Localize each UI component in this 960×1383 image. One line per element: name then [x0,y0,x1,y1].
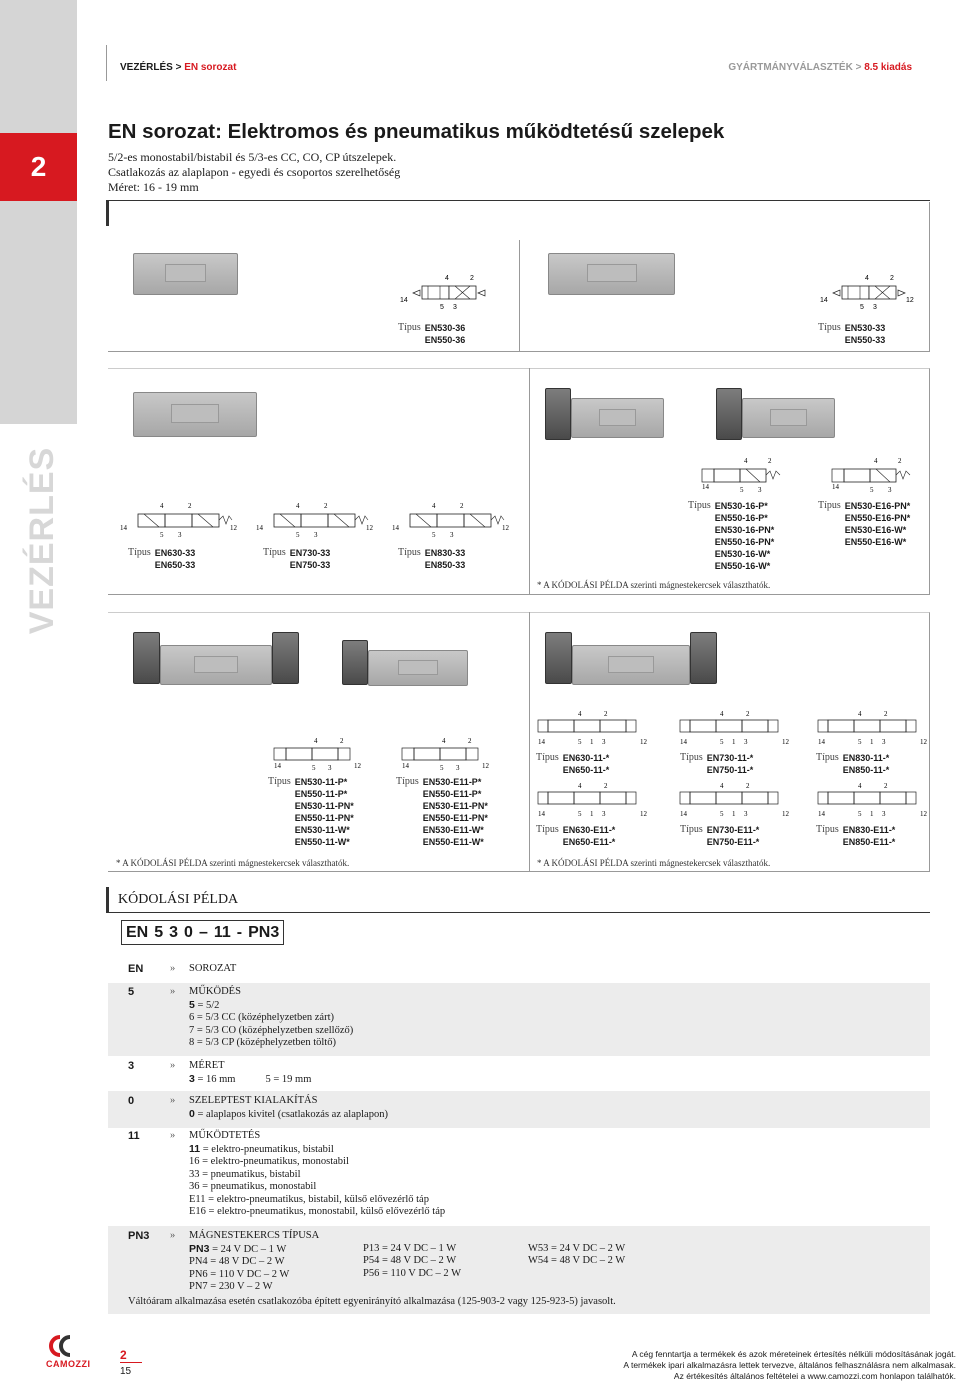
type-code: EN530-E11-W* [422,825,484,835]
port-label: 4 [578,710,582,718]
type-label: Típus [816,752,839,763]
type-list [680,752,753,776]
type-code: EN730-E11-* [706,825,760,835]
pneumatic-symbol-icon [256,500,378,538]
option-code: 0 [189,1107,195,1120]
type-code: EN550-11-PN* [294,813,354,823]
chevron-right-icon: » [170,1230,176,1241]
type-label: Típus [128,547,151,558]
coding-key: 11 [128,1130,140,1142]
option-text: 6 = 5/3 CC (középhelyzetben zárt) [189,1012,334,1023]
breadcrumb-current: EN sorozat [184,62,237,73]
port-label: 14 [274,762,281,770]
port-label: 2 [890,275,894,282]
catalog-label: GYÁRTMÁNYVÁLASZTÉK > [728,62,865,73]
option-text: 7 = 5/3 CO (középhelyzetben szellőző) [189,1024,354,1036]
disclaimer-line: A cég fenntartja a termékek és azok méreteinek értesítés nélküli módosításának jogát. [631,1349,956,1359]
type-code: EN850-33 [424,560,466,570]
type-label: Típus [818,500,841,511]
disclaimer-line: Az értékesítés általános feltételei a www.camozzi.com honlapon találhatók. [673,1371,956,1381]
port-label: 3 [758,486,762,493]
chapter-number: 2 [30,151,47,182]
code-separator: – [198,923,208,941]
type-label: Típus [816,824,839,835]
type-label: Típus [536,752,559,763]
option-text: P13 = 24 V DC – 1 W [363,1242,457,1254]
edition: 8.5 kiadás [864,62,912,73]
chevron-right-icon: » [170,986,176,997]
coding-title: SZELEPTEST KIALAKÍTÁS [189,1095,318,1106]
type-code: EN530-16-P* [714,501,768,511]
side-label-text: VEZÉRLÉS [23,446,62,634]
port-label: 5 [578,810,582,818]
port-label: 2 [460,502,464,510]
option-text: 8 = 5/3 CP (középhelyzetben töltő) [189,1037,336,1048]
code-size: 3 [169,923,179,941]
type-label: Típus [398,322,421,333]
port-label: 4 [445,275,449,282]
type-code: EN530-E16-W* [844,525,907,535]
type-code: EN530-36 [424,323,466,333]
port-label: 2 [768,457,772,465]
port-label: 12 [920,738,927,746]
type-code: EN550-E16-PN* [844,513,911,523]
type-code: EN530-E11-P* [422,777,482,787]
solenoid-symbol-icon [272,735,368,771]
option-text: PN7 = 230 V – 2 W [189,1281,273,1292]
side-section-label [18,445,68,635]
port-label: 3 [744,810,748,818]
coding-key: PN3 [128,1230,150,1242]
type-label: Típus [263,547,286,558]
port-label: 4 [578,782,582,790]
valve-photo-pneumatic [548,253,675,295]
port-label: 3 [314,531,318,538]
code-actuation: 11 [213,923,231,941]
type-code: EN550-33 [844,335,886,345]
type-code: EN550-11-P* [294,789,348,799]
option-text: = 24 V DC – 1 W [212,1243,287,1255]
solenoid-photo [716,388,742,440]
port-label: 5 [740,486,744,493]
port-label: 14 [392,524,399,532]
footnote: * A KÓDOLÁSI PÉLDA szerinti mágnestekercsek választhatók. [537,858,771,868]
option-text: = elektro-pneumatikus, bistabil [202,1143,334,1155]
port-label: 3 [882,738,886,746]
port-label: 14 [818,738,825,746]
type-label: Típus [268,776,291,787]
type-label: Típus [536,824,559,835]
type-list [398,322,465,346]
coding-title: SOROZAT [189,963,237,974]
port-label: 14 [120,524,127,532]
type-list [816,824,895,848]
type-code: EN530-11-PN* [294,801,354,811]
port-label: 1 [870,738,874,746]
solenoid-photo [690,632,717,684]
solenoid-photo [342,640,368,685]
port-label: 3 [602,810,606,818]
port-label: 14 [702,483,709,491]
option-text: PN6 = 110 V DC – 2 W [189,1268,290,1280]
type-code: EN630-E11-* [562,825,616,835]
port-label: 5 [432,531,436,538]
type-code: EN830-11-* [842,753,890,763]
type-list [816,752,889,776]
solenoid-symbol-icon [400,735,496,771]
subtitle-line: Méret: 16 - 19 mm [108,180,199,194]
solenoid-symbol-icon [830,455,916,493]
type-list [128,547,195,571]
header-divider [106,45,107,81]
port-label: 14 [400,297,408,304]
port-label: 5 [870,486,874,493]
type-list [536,824,615,848]
type-code: EN850-11-* [842,765,890,775]
coding-key: 0 [128,1095,135,1107]
type-label: Típus [688,500,711,511]
type-list [398,547,465,571]
solenoid-photo [272,632,299,684]
port-label: 12 [782,738,789,746]
type-code: EN550-36 [424,335,466,345]
section-rule [106,912,930,913]
section-marker [106,887,109,913]
option-text: = 16 mm [197,1073,236,1085]
page-number: 15 [120,1366,132,1377]
type-code: EN750-33 [289,560,331,570]
option-text: 5 = 19 mm [265,1073,312,1085]
page-subtitle [108,150,400,195]
port-label: 14 [680,810,687,818]
type-list [536,752,609,776]
code-coil: PN3 [248,923,280,941]
port-label: 12 [640,810,647,818]
type-code: EN530-11-W* [294,825,350,835]
disclaimer-line: A termékek ipari alkalmazásra lettek tervezve, általános felhasználásra nem alkalmasak. [623,1360,956,1370]
coding-heading: KÓDOLÁSI PÉLDA [118,892,239,907]
port-label: 12 [640,738,647,746]
port-label: 1 [732,810,736,818]
option-code: 3 [189,1072,195,1085]
panel-border [929,202,930,242]
type-code: EN530-E16-PN* [844,501,911,511]
port-label: 5 [296,531,300,538]
panel-divider [529,612,530,872]
type-code: EN530-E11-PN* [422,801,488,811]
solenoid-photo [133,632,160,684]
port-label: 12 [366,524,373,532]
type-label: Típus [398,547,421,558]
port-label: 14 [256,524,263,532]
camozzi-logo: CAMOZZI [46,1359,91,1369]
solenoid-photo [545,388,571,440]
code-series: EN [126,923,149,941]
option-code: PN3 [189,1242,210,1255]
type-code: EN530-16-PN* [714,525,775,535]
chevron-right-icon: » [170,1130,176,1141]
type-label: Típus [680,824,703,835]
type-code: EN630-33 [154,548,196,558]
type-label: Típus [818,322,841,333]
type-code: EN750-11-* [706,765,754,775]
port-label: 5 [720,738,724,746]
footnote: * A KÓDOLÁSI PÉLDA szerinti mágnestekercsek választhatók. [537,580,771,590]
coding-key: EN [128,963,144,975]
port-label: 12 [906,297,914,304]
port-label: 12 [482,762,489,770]
type-code: EN830-E11-* [842,825,896,835]
port-label: 1 [870,810,874,818]
type-code: EN550-11-W* [294,837,350,847]
port-label: 5 [720,810,724,818]
ac-note: Váltóáram alkalmazása esetén csatlakozóba épített egyenirányító alkalmazása (125-903-2 vagy 125-923-5) javasolt. [128,1296,616,1307]
port-label: 2 [468,737,472,745]
solenoid-symbol-icon [536,708,654,746]
valve-photo-solenoid [572,645,690,685]
option-text: = 5/2 [197,999,220,1011]
option-text: E16 = elektro-pneumatikus, monostabil, külső elővezérlő táp [189,1206,446,1217]
port-label: 14 [832,483,839,491]
subtitle-line: 5/2-es monostabil/bistabil és 5/3-es CC, CO, CP útszelepek. [108,150,397,164]
port-label: 2 [604,782,608,790]
port-label: 1 [590,810,594,818]
port-label: 2 [746,710,750,718]
port-label: 5 [860,304,864,310]
port-label: 2 [604,710,608,718]
valve-photo-solenoid [368,650,468,686]
code-body: 0 [184,923,193,941]
port-label: 4 [720,710,724,718]
port-label: 14 [680,738,687,746]
solenoid-photo [545,632,572,684]
type-code: EN650-33 [154,560,196,570]
type-list [818,500,910,548]
code-function: 5 [154,923,164,941]
port-label: 5 [858,738,862,746]
type-code: EN730-33 [289,548,331,558]
valve-photo-pneumatic [133,392,257,437]
option-text: E11 = elektro-pneumatikus, bistabil, külső elővezérlő táp [189,1193,429,1205]
port-label: 2 [884,710,888,718]
type-list [688,500,774,572]
option-text: = alaplapos kivitel (csatlakozás az alaplapon) [197,1108,388,1120]
type-label: Típus [680,752,703,763]
port-label: 12 [782,810,789,818]
chevron-right-icon: » [170,963,176,974]
edition-label [728,62,912,73]
page-title: EN sorozat: Elektromos és pneumatikus működtetésű szelepek [108,120,725,143]
option-text: W54 = 48 V DC – 2 W [528,1255,626,1266]
port-label: 2 [340,737,344,745]
port-label: 5 [578,738,582,746]
port-label: 3 [744,738,748,746]
port-label: 3 [453,304,457,310]
port-label: 3 [873,304,877,310]
port-label: 3 [888,486,892,493]
port-label: 2 [746,782,750,790]
type-list [818,322,885,346]
type-code: EN530-11-P* [294,777,348,787]
type-list [680,824,759,848]
panel-divider [529,368,530,595]
breadcrumb-parent: VEZÉRLÉS > [120,62,185,73]
solenoid-symbol-icon [816,708,934,746]
panel-divider [519,240,520,352]
port-label: 5 [440,764,444,771]
port-label: 4 [442,737,446,745]
chevron-right-icon: » [170,1095,176,1106]
title-rule [106,200,930,201]
port-label: 14 [538,738,545,746]
option-text: PN4 = 48 V DC – 2 W [189,1256,285,1267]
port-label: 4 [858,782,862,790]
breadcrumb [120,62,236,73]
type-code: EN850-E11-* [842,837,896,847]
coding-title: MŰKÖDÉS [189,986,241,997]
type-list [268,776,354,848]
port-label: 5 [858,810,862,818]
side-bar [0,0,77,424]
chevron-right-icon: » [170,1060,176,1071]
port-label: 12 [920,810,927,818]
type-code: EN830-33 [424,548,466,558]
solenoid-symbol-icon [536,780,654,818]
option-text: P54 = 48 V DC – 2 W [363,1255,457,1266]
type-list [263,547,330,571]
port-label: 1 [732,738,736,746]
type-code: EN550-16-PN* [714,537,775,547]
type-code: EN650-11-* [562,765,610,775]
option-text: P56 = 110 V DC – 2 W [363,1267,462,1279]
port-label: 4 [744,457,748,465]
type-code: EN550-E11-P* [422,789,482,799]
solenoid-symbol-icon [700,455,786,493]
valve-photo-pneumatic [133,253,238,295]
port-label: 1 [590,738,594,746]
type-code: EN650-E11-* [562,837,616,847]
option-text: 16 = elektro-pneumatikus, monostabil [189,1156,349,1167]
port-label: 14 [402,762,409,770]
pneumatic-symbol-icon [400,272,492,310]
option-code: 5 [189,998,195,1011]
coding-example-code [121,920,284,945]
type-label: Típus [396,776,419,787]
port-label: 3 [328,764,332,771]
port-label: 2 [324,502,328,510]
pneumatic-symbol-icon [120,500,242,538]
option-code: 11 [189,1142,201,1155]
option-text: W53 = 24 V DC – 2 W [528,1242,626,1254]
port-label: 5 [440,304,444,310]
type-code: EN550-E11-W* [422,837,484,847]
chapter-tab [0,133,77,201]
type-code: EN550-E16-W* [844,537,907,547]
port-label: 12 [502,524,509,532]
port-label: 5 [160,531,164,538]
port-label: 12 [354,762,361,770]
valve-photo-solenoid [571,398,664,438]
coding-title: MÁGNESTEKERCS TÍPUSA [189,1230,320,1241]
solenoid-symbol-icon [678,708,796,746]
camozzi-logo-icon [46,1335,94,1359]
port-label: 5 [312,764,316,771]
port-label: 4 [160,502,164,510]
port-label: 2 [884,782,888,790]
subtitle-line: Csatlakozás az alaplapon - egyedi és csoportos szerelhetőség [108,165,401,179]
type-code: EN530-33 [844,323,886,333]
port-label: 14 [538,810,545,818]
port-label: 3 [178,531,182,538]
port-label: 4 [314,737,318,745]
port-label: 2 [898,457,902,465]
port-label: 4 [720,782,724,790]
port-label: 3 [602,738,606,746]
footer-disclaimer [623,1349,956,1382]
pneumatic-symbol-icon [392,500,514,538]
type-code: EN530-16-W* [714,549,771,559]
footer-chapter: 2 [120,1348,142,1363]
port-label: 4 [874,457,878,465]
solenoid-symbol-icon [678,780,796,818]
type-code: EN550-E11-PN* [422,813,488,823]
coding-title: MŰKÖDTETÉS [189,1130,261,1141]
port-label: 2 [470,275,474,282]
port-label: 3 [882,810,886,818]
coding-key: 3 [128,1060,135,1072]
port-label: 12 [230,524,237,532]
coding-key: 5 [128,986,135,998]
solenoid-symbol-icon [816,780,934,818]
port-label: 3 [450,531,454,538]
option-text: 33 = pneumatikus, bistabil [189,1168,301,1180]
type-code: EN550-16-P* [714,513,768,523]
footnote: * A KÓDOLÁSI PÉLDA szerinti mágnestekercsek választhatók. [116,858,350,868]
type-code: EN730-11-* [706,753,754,763]
pneumatic-symbol-icon [820,272,918,310]
port-label: 4 [432,502,436,510]
coding-title: MÉRET [189,1060,225,1071]
option-text: 36 = pneumatikus, monostabil [189,1181,317,1192]
code-separator: - [236,923,243,941]
type-list [396,776,488,848]
port-label: 3 [456,764,460,771]
port-label: 14 [818,810,825,818]
port-label: 14 [820,297,828,304]
port-label: 2 [188,502,192,510]
port-label: 4 [296,502,300,510]
port-label: 4 [865,275,869,282]
type-code: EN750-E11-* [706,837,760,847]
port-label: 4 [858,710,862,718]
valve-photo-solenoid [160,645,272,685]
type-code: EN630-11-* [562,753,610,763]
type-code: EN550-16-W* [714,561,771,571]
valve-photo-solenoid [742,398,835,438]
